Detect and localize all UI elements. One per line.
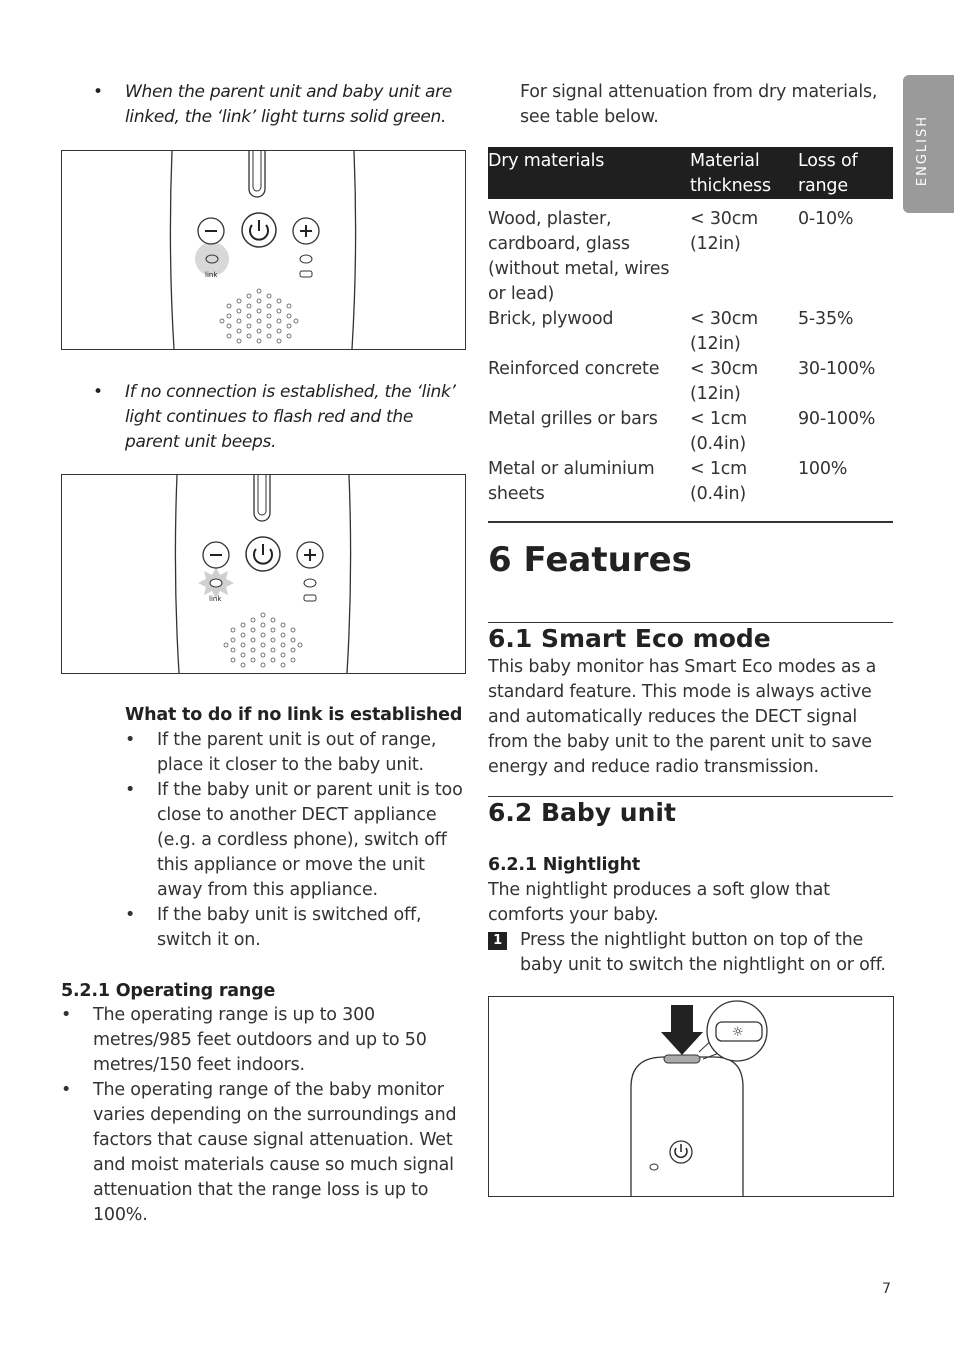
table-row xyxy=(488,407,893,457)
list-item-text: If the baby unit is switched off, switch it on. xyxy=(157,905,422,950)
parent-unit-figure-linked xyxy=(61,150,466,350)
parent-unit-illustration xyxy=(62,151,465,349)
table-row xyxy=(488,307,893,357)
no-link-heading: What to do if no link is established xyxy=(125,705,463,725)
list-item xyxy=(125,778,470,903)
bullet-mark: • xyxy=(93,382,103,402)
table-row xyxy=(488,207,893,307)
chapter-title: 6 Features xyxy=(488,540,692,580)
section-6-1-title: 6.1 Smart Eco mode xyxy=(488,624,771,653)
bullet-no-connection xyxy=(93,380,463,455)
bullet-mark: • xyxy=(125,780,136,800)
bullet-no-connection-text: If no connection is established, the ‘link’ light continues to flash red and the parent unit beeps. xyxy=(125,382,456,452)
list-item-text: If the parent unit is out of range, place it closer to the baby unit. xyxy=(157,730,437,775)
list-item xyxy=(61,1078,461,1228)
section-6-1-text: This baby monitor has Smart Eco modes as a standard feature. This mode is always active and automatically reduces the DECT signal from the baby unit to the parent unit to save energy and reduce radio transmission. xyxy=(488,657,877,777)
section-6-2-1-text: The nightlight produces a soft glow that comforts your baby. xyxy=(488,880,830,925)
no-link-list xyxy=(125,728,470,953)
operating-range-list xyxy=(61,1003,461,1228)
bullet-mark: • xyxy=(125,905,136,925)
table-cell: 100% xyxy=(798,459,848,479)
section-rule xyxy=(488,622,893,623)
link-label: link xyxy=(209,595,222,603)
table-cell: 90-100% xyxy=(798,409,876,429)
list-item-text: The operating range is up to 300 metres/985 feet outdoors and up to 50 metres/150 feet indoors. xyxy=(93,1005,427,1075)
list-item-text: If the baby unit or parent unit is too close to another DECT appliance (e.g. a cordless phone), switch off this appliance or move the unit away from this appliance. xyxy=(157,780,463,900)
table-cell: 0-10% xyxy=(798,209,854,229)
table-intro: For signal attenuation from dry materials, see table below. xyxy=(520,82,878,127)
section-rule xyxy=(488,796,893,797)
table-row xyxy=(488,457,893,507)
bullet-mark: • xyxy=(61,1080,72,1100)
step-text: Press the nightlight button on top of the baby unit to switch the nightlight on or off. xyxy=(520,930,886,975)
table-cell: < 30cm (12in) xyxy=(690,209,758,254)
list-item xyxy=(61,1003,461,1078)
list-item xyxy=(125,728,470,778)
materials-table xyxy=(488,147,893,507)
table-row xyxy=(488,357,893,407)
section-6-2-title: 6.2 Baby unit xyxy=(488,798,676,827)
parent-unit-illustration xyxy=(62,475,465,673)
section-6-2-1-title: 6.2.1 Nightlight xyxy=(488,855,641,875)
table-header-row xyxy=(488,147,893,199)
table-header-cell: Material thickness xyxy=(690,147,798,199)
table-cell: Brick, plywood xyxy=(488,309,614,329)
chapter-rule xyxy=(488,521,893,523)
bullet-mark: • xyxy=(125,730,136,750)
table-header-cell: Loss of range xyxy=(798,147,893,199)
language-tab xyxy=(903,75,954,213)
table-cell: < 30cm (12in) xyxy=(690,359,758,404)
list-item-text: The operating range of the baby monitor varies depending on the surroundings and factors that cause signal attenuation. Wet and moist materials cause so much signal attenuation that the range loss is up to 100%. xyxy=(93,1080,457,1225)
bullet-mark: • xyxy=(61,1005,72,1025)
svg-text:☼: ☼ xyxy=(732,1025,744,1040)
step-number: 1 xyxy=(488,932,507,950)
link-label: link xyxy=(205,271,218,279)
baby-unit-figure xyxy=(488,996,894,1197)
operating-range-heading: 5.2.1 Operating range xyxy=(61,981,276,1001)
table-cell: Reinforced concrete xyxy=(488,359,660,379)
table-cell: Wood, plaster, cardboard, glass (without metal, wires or lead) xyxy=(488,209,670,304)
bullet-mark: • xyxy=(93,82,103,102)
parent-unit-figure-flashing xyxy=(61,474,466,674)
table-cell: 5-35% xyxy=(798,309,854,329)
table-cell: Metal or aluminium sheets xyxy=(488,459,655,504)
table-cell: Metal grilles or bars xyxy=(488,409,658,429)
step-1 xyxy=(488,928,893,978)
bullet-linked xyxy=(93,80,463,130)
language-label: ENGLISH xyxy=(915,115,930,187)
page-number: 7 xyxy=(882,1281,891,1297)
list-item xyxy=(125,903,470,953)
table-cell: < 30cm (12in) xyxy=(690,309,758,354)
baby-unit-illustration xyxy=(489,997,893,1196)
table-header-cell: Dry materials xyxy=(488,147,690,199)
table-cell: 30-100% xyxy=(798,359,876,379)
table-cell: < 1cm (0.4in) xyxy=(690,409,748,454)
bullet-linked-text: When the parent unit and baby unit are linked, the ‘link’ light turns solid green. xyxy=(125,82,453,127)
table-cell: < 1cm (0.4in) xyxy=(690,459,748,504)
